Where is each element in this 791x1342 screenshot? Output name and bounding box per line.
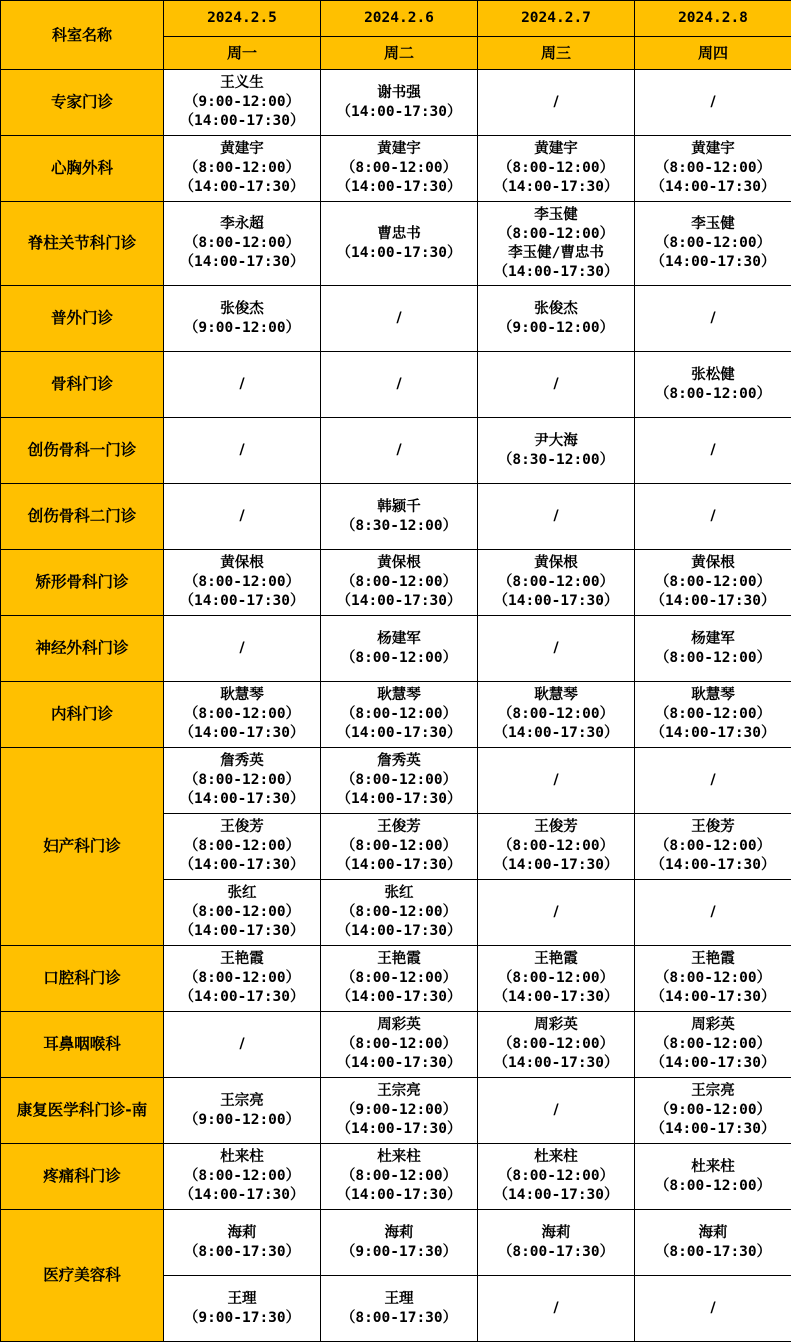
doctor-name: 王俊芳 [534,819,578,835]
schedule-cell [635,202,791,286]
doctor-name: / [239,376,245,392]
doctor-name: 周彩英 [691,1017,735,1033]
doctor-name: / [710,904,716,920]
doctor-name: 王俊芳 [220,819,264,835]
schedule-cell [635,1078,791,1144]
time-slot: （14:00-17:30） [650,1055,776,1071]
doctor-name: 杨建军 [691,630,735,647]
doctor-name: / [553,640,559,656]
schedule-cell [635,682,791,748]
schedule-cell [478,418,635,484]
schedule-cell [635,946,791,1012]
department-name: 口腔科门诊 [1,946,164,1012]
time-slot: （14:00-17:30） [336,179,462,195]
department-name: 创伤骨科一门诊 [1,418,164,484]
schedule-cell [478,1276,635,1342]
table-row [1,946,791,1012]
time-slot: （14:00-17:30） [493,179,619,195]
schedule-cell [321,352,478,418]
doctor-name: 周彩英 [377,1017,421,1033]
time-slot: （14:00-17:30） [179,179,305,195]
time-slot: （14:00-17:30） [336,103,462,120]
schedule-cell [164,202,321,286]
doctor-name: 李永超 [220,216,264,232]
doctor-name: 黄建宇 [377,141,421,157]
doctor-name: 王艳霞 [377,951,421,967]
time-slot: （14:00-17:30） [493,989,619,1005]
schedule-cell [478,880,635,946]
time-slot: （8:00-12:00） [183,1168,301,1184]
time-slot: （14:00-17:30） [179,857,305,873]
time-slot: （8:00-12:00） [654,649,772,666]
doctor-name: 詹秀英 [377,753,421,769]
schedule-cell [164,70,321,136]
time-slot: （14:00-17:30） [179,254,305,270]
time-slot: （8:00-12:00） [654,574,772,590]
department-name: 耳鼻咽喉科 [1,1012,164,1078]
schedule-cell [478,286,635,352]
doctor-name: 黄保根 [691,555,735,571]
doctor-name: / [710,310,716,326]
doctor-name: 黄保根 [220,555,264,571]
doctor-name: 海莉 [541,1224,571,1241]
schedule-cell [164,1012,321,1078]
time-slot: （14:00-17:30） [336,593,462,609]
schedule-cell [478,1144,635,1210]
schedule-cell [321,418,478,484]
schedule-cell [321,616,478,682]
schedule-cell [164,418,321,484]
table-row [1,136,791,202]
schedule-cell [478,550,635,616]
doctor-name: 周彩英 [534,1017,578,1033]
time-slot: （8:00-12:00） [340,160,458,176]
time-slot: （8:30-12:00） [340,517,458,534]
schedule-cell [321,202,478,286]
schedule-cell [478,748,635,814]
department-name: 疼痛科门诊 [1,1144,164,1210]
doctor-name: / [710,508,716,524]
time-slot: （8:00-12:00） [497,1168,615,1184]
schedule-cell [478,682,635,748]
schedule-cell [478,1012,635,1078]
doctor-name: 张俊杰 [534,300,578,317]
schedule-cell [321,550,478,616]
doctor-name: 海莉 [227,1224,257,1241]
table-row [1,748,791,814]
doctor-name: 王理 [227,1290,257,1307]
time-slot: （14:00-17:30） [493,857,619,873]
schedule-cell [478,946,635,1012]
doctor-name: 王俊芳 [691,819,735,835]
doctor-name: 张俊杰 [220,300,264,317]
department-name: 康复医学科门诊-南 [1,1078,164,1144]
time-slot: （14:00-17:30） [493,263,619,280]
time-slot: （9:00-12:00） [183,94,301,110]
time-slot: （14:00-17:30） [493,1187,619,1203]
doctor-name: 王义生 [220,75,264,91]
time-slot: （14:00-17:30） [179,989,305,1005]
doctor-name: 黄保根 [534,555,578,571]
time-slot: （14:00-17:30） [650,989,776,1005]
time-slot: （8:00-12:00） [183,235,301,251]
schedule-cell [635,352,791,418]
schedule-cell [321,1078,478,1144]
time-slot: （14:00-17:30） [179,593,305,609]
doctor-name: 黄保根 [377,555,421,571]
time-slot: （8:00-12:00） [183,838,301,854]
doctor-name: 耿慧琴 [377,687,421,703]
doctor-name: 曹忠书 [377,225,421,242]
time-slot: （8:00-12:00） [340,904,458,920]
schedule-cell [635,418,791,484]
time-slot: （8:00-12:00） [340,1036,458,1052]
doctor-name: 李玉健 [534,206,578,223]
time-slot: （8:00-17:30） [340,1309,458,1326]
time-slot: （14:00-17:30） [493,593,619,609]
department-name: 妇产科门诊 [1,748,164,946]
weekday-header: 周四 [635,37,791,70]
time-slot: （8:00-17:30） [497,1243,615,1260]
time-slot: 李玉健/曹忠书 [508,244,604,261]
time-slot: （9:00-12:00） [340,1102,458,1118]
doctor-name: 张松健 [691,366,735,383]
time-slot: （14:00-17:30） [650,1121,776,1137]
time-slot: （8:00-12:00） [183,706,301,722]
time-slot: （14:00-17:30） [336,1187,462,1203]
time-slot: （8:00-12:00） [340,574,458,590]
schedule-cell [164,352,321,418]
table-row [1,202,791,286]
time-slot: （8:00-12:00） [654,970,772,986]
doctor-name: 张红 [227,885,257,901]
schedule-cell [321,946,478,1012]
schedule-cell [321,748,478,814]
date-header: 2024.2.7 [478,1,635,37]
time-slot: （9:00-17:30） [340,1243,458,1260]
time-slot: （8:00-12:00） [497,970,615,986]
doctor-name: 黄建宇 [691,141,735,157]
time-slot: （14:00-17:30） [336,725,462,741]
schedule-cell [164,748,321,814]
schedule-cell [635,286,791,352]
time-slot: （14:00-17:30） [336,989,462,1005]
schedule-cell [321,1276,478,1342]
schedule-cell [164,286,321,352]
header-date-row [1,1,791,37]
time-slot: （14:00-17:30） [650,593,776,609]
department-name: 内科门诊 [1,682,164,748]
doctor-name: 王理 [384,1290,414,1307]
doctor-name: / [239,442,245,458]
schedule-cell [635,550,791,616]
doctor-name: 王宗亮 [377,1083,421,1099]
schedule-cell [164,616,321,682]
schedule-cell [164,1276,321,1342]
doctor-name: / [396,442,402,458]
time-slot: （8:00-12:00） [340,1168,458,1184]
doctor-name: 詹秀英 [220,753,264,769]
schedule-cell [635,814,791,880]
weekday-header: 周二 [321,37,478,70]
schedule-cell [164,682,321,748]
time-slot: （9:00-12:00） [654,1102,772,1118]
table-row [1,550,791,616]
time-slot: （14:00-17:30） [650,857,776,873]
doctor-name: / [396,310,402,326]
doctor-name: 海莉 [698,1224,728,1241]
time-slot: （8:00-12:00） [183,904,301,920]
time-slot: （8:00-12:00） [654,235,772,251]
doctor-name: / [710,1300,716,1316]
doctor-name: / [710,442,716,458]
time-slot: （14:00-17:30） [336,244,462,261]
department-name: 创伤骨科二门诊 [1,484,164,550]
dept-column-header: 科室名称 [1,1,164,70]
schedule-cell [164,1144,321,1210]
doctor-name: 海莉 [384,1224,414,1241]
time-slot: （8:00-12:00） [654,706,772,722]
time-slot: （14:00-17:30） [179,113,305,129]
time-slot: （8:00-12:00） [654,838,772,854]
time-slot: （8:00-12:00） [340,772,458,788]
time-slot: （14:00-17:30） [650,254,776,270]
time-slot: （8:00-12:00） [654,1177,772,1194]
time-slot: （9:00-12:00） [183,1111,301,1128]
schedule-cell [478,484,635,550]
schedule-cell [635,1210,791,1276]
doctor-name: 尹大海 [534,432,578,449]
doctor-name: 王宗亮 [691,1083,735,1099]
time-slot: （14:00-17:30） [336,791,462,807]
schedule-cell [635,1144,791,1210]
doctor-name: 耿慧琴 [691,687,735,703]
date-header: 2024.2.8 [635,1,791,37]
time-slot: （14:00-17:30） [650,725,776,741]
time-slot: （8:00-12:00） [340,970,458,986]
schedule-cell [321,484,478,550]
time-slot: （8:00-12:00） [497,1036,615,1052]
doctor-name: 王宗亮 [220,1092,264,1109]
table-row [1,70,791,136]
doctor-name: 王艳霞 [691,951,735,967]
time-slot: （8:00-12:00） [497,225,615,242]
doctor-name: 韩颍千 [377,498,421,515]
schedule-cell [164,814,321,880]
schedule-cell [635,1276,791,1342]
weekday-header: 周一 [164,37,321,70]
schedule-cell [635,484,791,550]
schedule-cell [478,1210,635,1276]
doctor-name: 杜来柱 [534,1149,578,1165]
doctor-name: 王艳霞 [534,951,578,967]
schedule-cell [321,1210,478,1276]
doctor-name: / [553,94,559,110]
schedule-cell [164,1210,321,1276]
doctor-name: 李玉健 [691,216,735,232]
doctor-name: 黄建宇 [220,141,264,157]
schedule-cell [635,1012,791,1078]
schedule-cell [478,136,635,202]
doctor-name: 杨建军 [377,630,421,647]
schedule-cell [321,814,478,880]
time-slot: （14:00-17:30） [179,725,305,741]
schedule-cell [321,682,478,748]
doctor-name: / [553,1102,559,1118]
schedule-cell [478,70,635,136]
time-slot: （8:00-12:00） [183,160,301,176]
time-slot: （8:00-12:00） [340,649,458,666]
time-slot: （8:00-12:00） [497,838,615,854]
schedule-cell [164,946,321,1012]
doctor-name: 谢书强 [377,84,421,101]
time-slot: （14:00-17:30） [493,1055,619,1071]
schedule-cell [478,616,635,682]
doctor-name: 杜来柱 [220,1149,264,1165]
schedule-cell [635,880,791,946]
schedule-cell [164,136,321,202]
time-slot: （8:00-12:00） [497,706,615,722]
table-row [1,352,791,418]
department-name: 普外门诊 [1,286,164,352]
doctor-name: 王俊芳 [377,819,421,835]
time-slot: （8:00-17:30） [183,1243,301,1260]
date-header: 2024.2.6 [321,1,478,37]
table-row [1,286,791,352]
time-slot: （14:00-17:30） [336,1055,462,1071]
time-slot: （8:00-12:00） [183,772,301,788]
doctor-name: / [553,772,559,788]
table-row [1,616,791,682]
doctor-name: / [239,1036,245,1052]
schedule-cell [478,202,635,286]
doctor-name: 张红 [384,885,414,901]
schedule-cell [321,136,478,202]
time-slot: （8:00-12:00） [497,574,615,590]
time-slot: （8:00-12:00） [183,574,301,590]
doctor-name: 王艳霞 [220,951,264,967]
schedule-cell [478,352,635,418]
table-row [1,1210,791,1276]
schedule-cell [635,136,791,202]
time-slot: （8:00-12:00） [497,160,615,176]
department-name: 脊柱关节科门诊 [1,202,164,286]
schedule-cell [635,616,791,682]
doctor-name: / [553,376,559,392]
schedule-cell [321,1012,478,1078]
doctor-name: / [239,508,245,524]
table-row [1,1144,791,1210]
time-slot: （8:00-12:00） [654,1036,772,1052]
time-slot: （8:00-12:00） [183,970,301,986]
doctor-name: / [710,772,716,788]
time-slot: （9:00-17:30） [183,1309,301,1326]
doctor-name: 黄建宇 [534,141,578,157]
schedule-cell [635,748,791,814]
doctor-name: / [239,640,245,656]
department-name: 心胸外科 [1,136,164,202]
schedule-body [1,70,791,1342]
table-row [1,484,791,550]
doctor-name: 耿慧琴 [534,687,578,703]
schedule-cell [164,1078,321,1144]
time-slot: （8:00-12:00） [654,385,772,402]
weekday-header: 周三 [478,37,635,70]
time-slot: （8:00-12:00） [654,160,772,176]
doctor-name: / [553,508,559,524]
time-slot: （14:00-17:30） [336,1121,462,1137]
department-name: 医疗美容科 [1,1210,164,1342]
time-slot: （9:00-12:00） [497,319,615,336]
doctor-name: 杜来柱 [377,1149,421,1165]
table-row [1,1012,791,1078]
department-name: 神经外科门诊 [1,616,164,682]
date-header: 2024.2.5 [164,1,321,37]
table-row [1,418,791,484]
doctor-name: 耿慧琴 [220,687,264,703]
time-slot: （14:00-17:30） [650,179,776,195]
time-slot: （8:30-12:00） [497,451,615,468]
time-slot: （14:00-17:30） [336,923,462,939]
schedule-cell [321,880,478,946]
time-slot: （9:00-12:00） [183,319,301,336]
doctor-name: / [396,376,402,392]
time-slot: （14:00-17:30） [179,923,305,939]
doctor-name: / [553,1300,559,1316]
department-name: 骨科门诊 [1,352,164,418]
schedule-cell [478,1078,635,1144]
schedule-cell [164,550,321,616]
schedule-cell [321,70,478,136]
time-slot: （14:00-17:30） [179,1187,305,1203]
table-row [1,1078,791,1144]
time-slot: （14:00-17:30） [336,857,462,873]
doctor-name: / [710,94,716,110]
time-slot: （8:00-12:00） [340,706,458,722]
time-slot: （8:00-17:30） [654,1243,772,1260]
doctor-name: / [553,904,559,920]
schedule-cell [164,880,321,946]
schedule-cell [321,1144,478,1210]
doctor-name: 杜来柱 [691,1158,735,1175]
time-slot: （14:00-17:30） [179,791,305,807]
time-slot: （8:00-12:00） [340,838,458,854]
schedule-cell [321,286,478,352]
schedule-cell [635,70,791,136]
time-slot: （14:00-17:30） [493,725,619,741]
department-name: 矫形骨科门诊 [1,550,164,616]
schedule-cell [164,484,321,550]
table-row [1,682,791,748]
schedule-cell [478,814,635,880]
department-name: 专家门诊 [1,70,164,136]
